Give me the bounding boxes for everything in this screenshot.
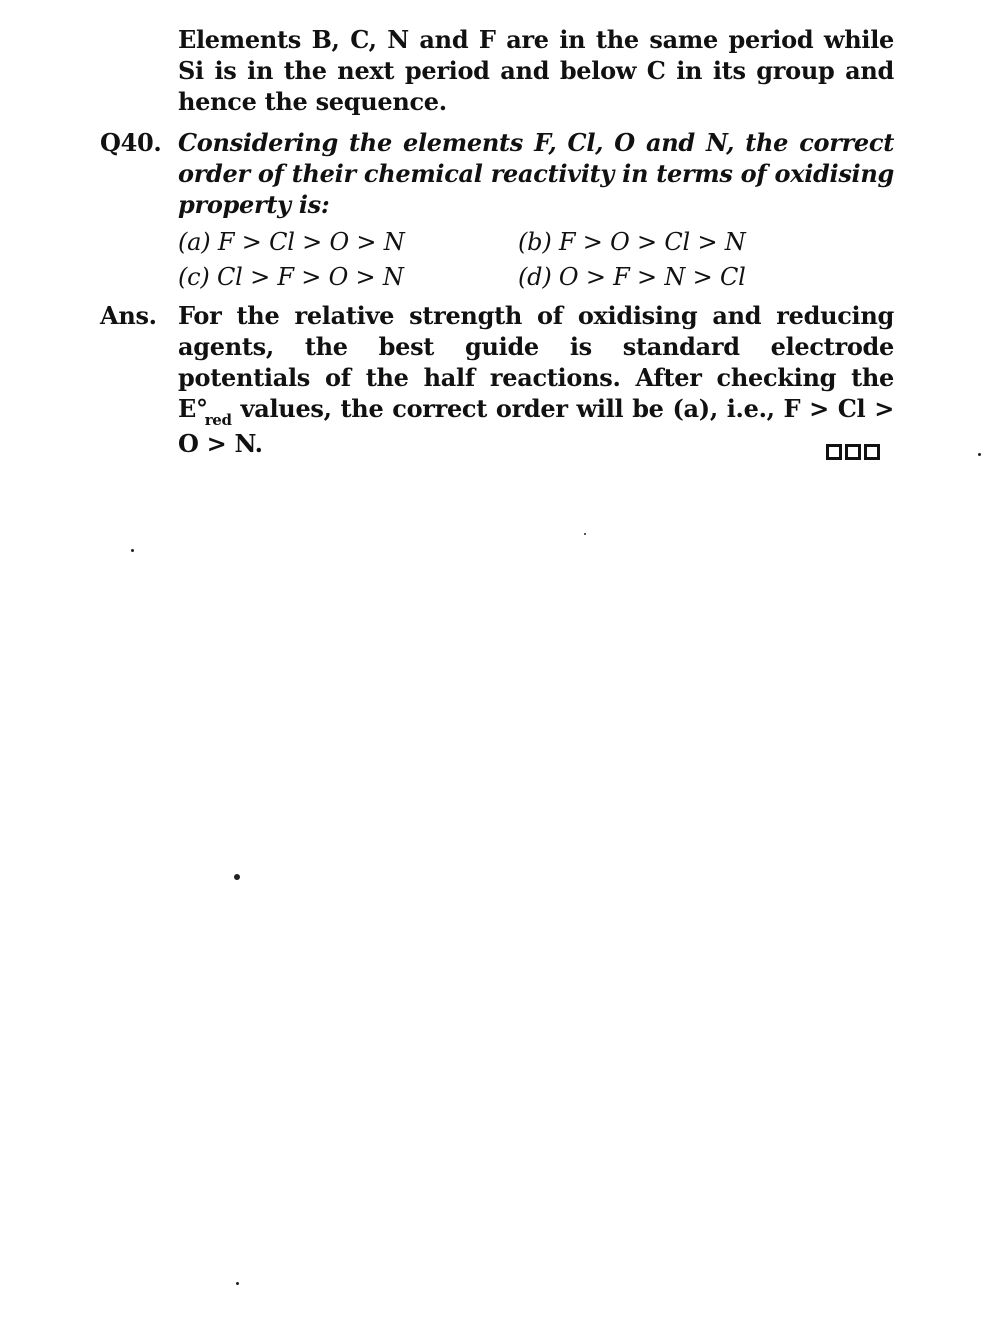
option-c: (c) Cl > F > O > N [178,263,404,291]
answer-label: Ans. [100,301,157,330]
intro-paragraph: Elements B, C, N and F are in the same period while Si is in the next period and below C in its group and hence the sequence. [178,25,894,116]
scan-speck [234,874,240,880]
scan-speck [584,533,586,535]
answer-text [178,300,894,459]
answer-subscript: red [204,411,232,429]
scan-speck [131,549,134,552]
end-mark-box [864,444,880,460]
scan-speck [978,453,981,456]
scan-speck [236,1282,239,1285]
option-a: (a) F > Cl > O > N [178,228,405,256]
end-mark-box [845,444,861,460]
answer-text-part1: For the relative strength of oxidising and reducing agents, the best guide is standard electrode potentials of the half reactions. After checking the E° [178,301,894,423]
question-label: Q40. [100,128,162,157]
end-of-section-mark [826,444,880,460]
end-mark-box [826,444,842,460]
option-b: (b) F > O > Cl > N [518,228,746,256]
answer-text-part2: values, the correct order will be (a), i.e., F > Cl > O > N. [178,394,894,458]
question-text: Considering the elements F, Cl, O and N, the correct order of their chemical reactivity in terms of oxidising property is: [178,128,894,219]
option-d: (d) O > F > N > Cl [518,263,746,291]
